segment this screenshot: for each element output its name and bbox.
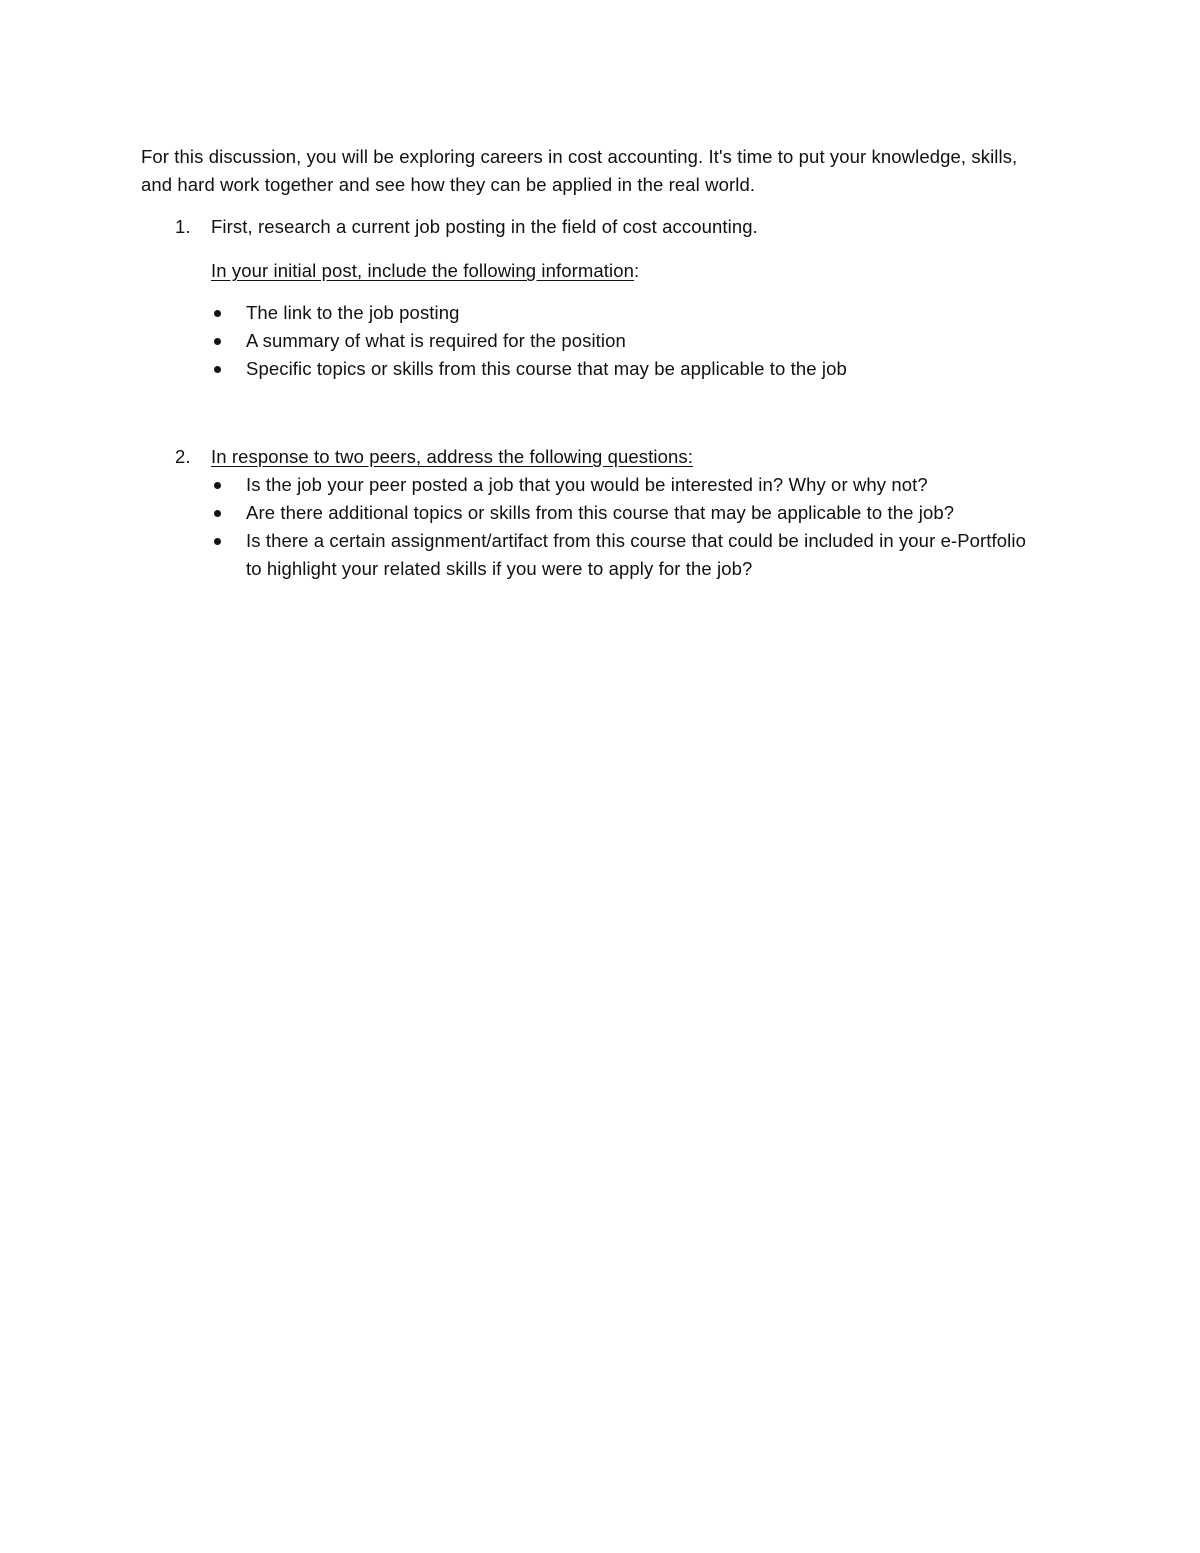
intro-paragraph: For this discussion, you will be exploring careers in cost accounting. It's time to put your knowledge, skills, and hard work together and see how they can be applied in the real world. <box>141 146 1018 195</box>
list-item <box>211 471 1041 499</box>
numbered-item-2 <box>141 443 1041 583</box>
bullet-icon <box>214 510 221 517</box>
list-item-text: Are there additional topics or skills from this course that may be applicable to the job? <box>246 502 955 523</box>
list-item-text: The link to the job posting <box>246 302 460 323</box>
bullet-list <box>211 471 1041 583</box>
bullet-list <box>211 299 1041 383</box>
item-text: In response to two peers, address the following questions: <box>211 446 693 467</box>
list-item-text: Is the job your peer posted a job that you would be interested in? Why or why not? <box>246 474 928 495</box>
sub-heading <box>211 257 1041 285</box>
bullet-icon <box>214 338 221 345</box>
item-number: 1. <box>175 216 191 237</box>
item-number: 2. <box>175 446 191 467</box>
list-item-text: Specific topics or skills from this course that may be applicable to the job <box>246 358 847 379</box>
document-body <box>141 143 1041 583</box>
bullet-icon <box>214 482 221 489</box>
bullet-icon <box>214 366 221 373</box>
list-item <box>211 499 1041 527</box>
list-item <box>211 327 1041 355</box>
sub-heading-text: In your initial post, include the following information <box>211 260 635 281</box>
bullet-icon <box>214 538 221 545</box>
list-item-text: Is there a certain assignment/artifact from this course that could be included in your e-Portfolio to highlight your related skills if you were to apply for the job? <box>246 530 1026 579</box>
list-item <box>211 355 1041 383</box>
list-item <box>211 299 1041 327</box>
list-item-text: A summary of what is required for the position <box>246 330 626 351</box>
list-item <box>211 527 1041 583</box>
bullet-icon <box>214 310 221 317</box>
item-text: First, research a current job posting in the field of cost accounting. <box>211 216 758 237</box>
sub-heading-colon: : <box>634 260 640 281</box>
numbered-item-1 <box>141 213 1041 383</box>
